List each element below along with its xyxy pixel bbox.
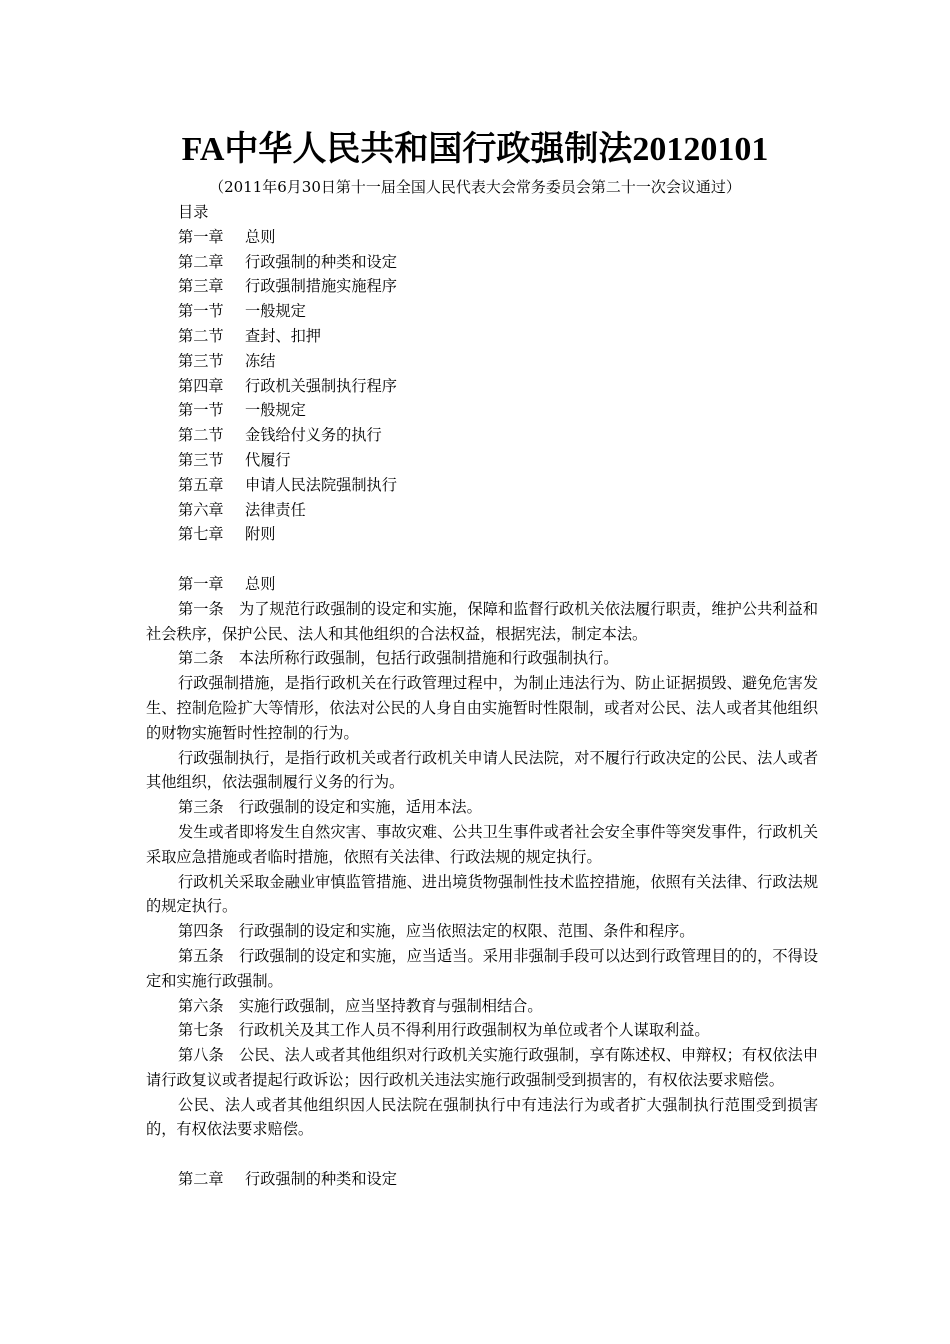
toc-heading: 目录 (178, 203, 209, 221)
article-paragraph: 第七条 行政机关及其工作人员不得利用行政强制权为单位或者个人谋取利益。 (178, 1021, 710, 1040)
document-body (146, 200, 818, 1192)
article-paragraph: 行政强制执行，是指行政机关或者行政机关申请人民法院，对不履行行政决定的公民、法人或者其他组织，依法强制履行义务的行为。 (146, 748, 818, 792)
article-paragraph: 第三条 行政强制的设定和实施，适用本法。 (178, 798, 482, 817)
document-title: FA中华人民共和国行政强制法20120101 (181, 131, 769, 168)
toc-item: 第三节 冻结 (178, 351, 276, 370)
toc-item: 第二节 金钱给付义务的执行 (178, 426, 382, 445)
article-paragraph: 第四条 行政强制的设定和实施，应当依照法定的权限、范围、条件和程序。 (178, 922, 695, 941)
article-paragraph: 第八条 公民、法人或者其他组织对行政机关实施行政强制，享有陈述权、申辩权；有权依法申请行政复议或者提起行政诉讼；因行政机关违法实施行政强制受到损害的，有权依法要求赔偿。 (146, 1046, 818, 1089)
toc-item: 第一节 一般规定 (178, 401, 306, 420)
toc-item: 第七章 附则 (178, 525, 276, 544)
toc-item: 第二章 行政强制的种类和设定 (178, 252, 397, 271)
article-paragraph: 公民、法人或者其他组织因人民法院在强制执行中有违法行为或者扩大强制执行范围受到损害的，有权依法要求赔偿。 (146, 1095, 818, 1139)
table-of-contents (146, 225, 818, 547)
article-paragraph: 第一条 为了规范行政强制的设定和实施，保障和监督行政机关依法履行职责，维护公共利益和社会秩序，保护公民、法人和其他组织的合法权益，根据宪法，制定本法。 (146, 599, 818, 643)
toc-item: 第三节 代履行 (178, 450, 291, 469)
spacer (146, 1142, 818, 1167)
toc-item: 第一节 一般规定 (178, 302, 306, 321)
toc-item: 第四章 行政机关强制执行程序 (178, 376, 397, 395)
toc-item: 第二节 查封、扣押 (178, 326, 321, 345)
article-paragraph: 第二条 本法所称行政强制，包括行政强制措施和行政强制执行。 (178, 649, 619, 668)
article-paragraph: 第六条 实施行政强制，应当坚持教育与强制相结合。 (178, 996, 543, 1015)
article-paragraph: 行政强制措施，是指行政机关在行政管理过程中，为制止违法行为、防止证据损毁、避免危害发生、控制危险扩大等情形，依法对公民的人身自由实施暂时性限制，或者对公民、法人或者其他组织的财物实施暂时性控制的行为。 (146, 674, 818, 742)
toc-item: 第六章 法律责任 (178, 500, 306, 519)
chapter-heading: 第二章 行政强制的种类和设定 (178, 1170, 397, 1189)
article-paragraph: 发生或者即将发生自然灾害、事故灾难、公共卫生事件或者社会安全事件等突发事件，行政机关采取应急措施或者临时措施，依照有关法律、行政法规的规定执行。 (146, 822, 818, 866)
toc-item: 第三章 行政强制措施实施程序 (178, 277, 397, 296)
spacer (146, 547, 818, 572)
document-subtitle: （2011年6月30日第十一届全国人民代表大会常务委员会第二十一次会议通过） (209, 178, 741, 196)
chapter-heading: 第一章 总则 (178, 574, 276, 593)
toc-item: 第五章 申请人民法院强制执行 (178, 475, 397, 494)
article-paragraph: 行政机关采取金融业审慎监管措施、进出境货物强制性技术监控措施，依照有关法律、行政法规的规定执行。 (146, 872, 818, 916)
toc-item: 第一章 总则 (178, 227, 276, 246)
article-paragraph: 第五条 行政强制的设定和实施，应当适当。采用非强制手段可以达到行政管理目的的，不得设定和实施行政强制。 (146, 946, 818, 990)
